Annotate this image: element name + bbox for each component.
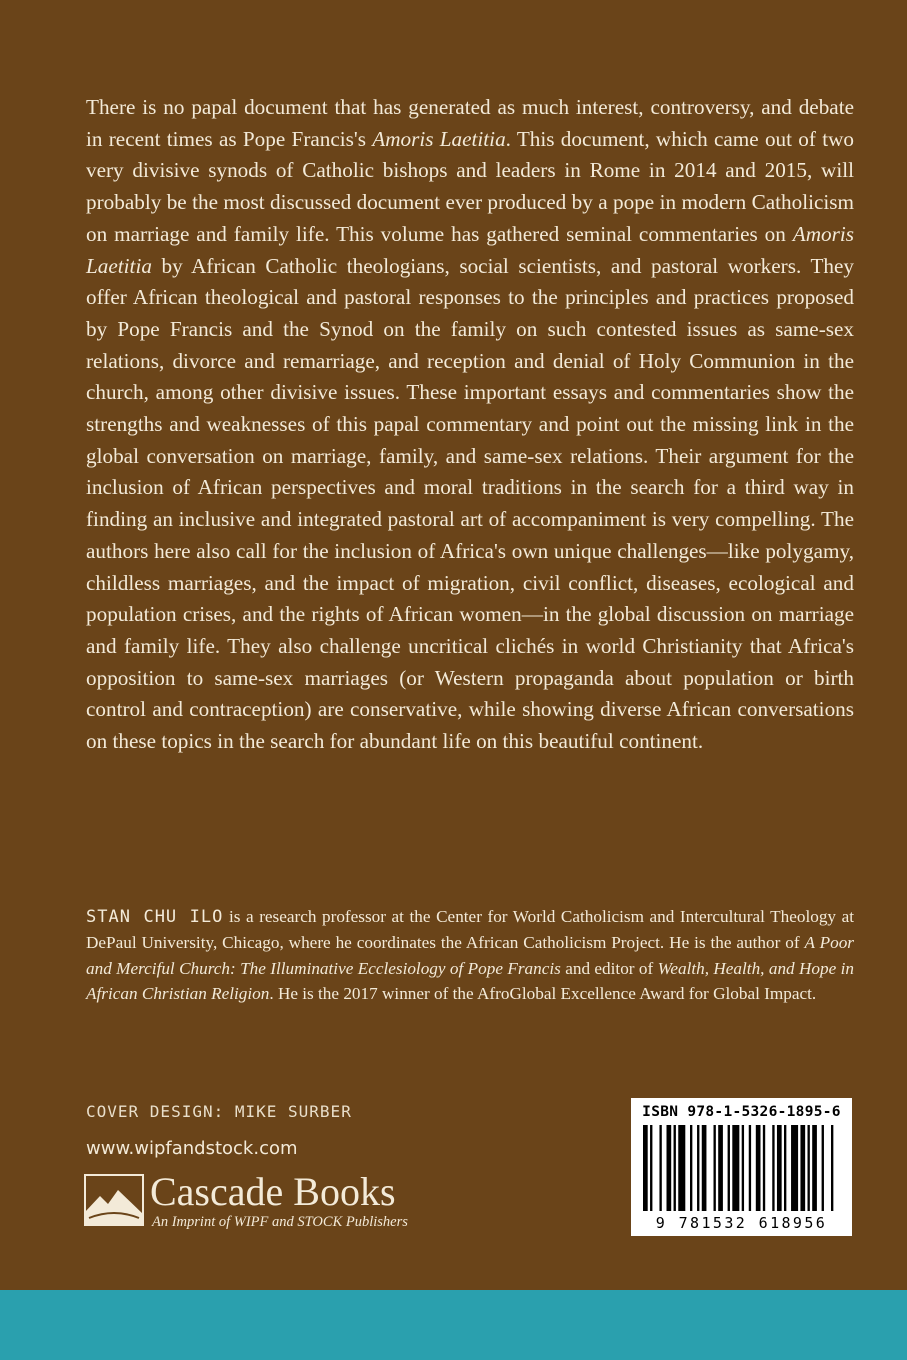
blurb-text-3: by African Catholic theologians, social scientists, and pastoral workers. They offer African theological and pastoral responses to the principles and practices proposed by Pope Francis and the Synod on the family on such contested issues as same-sex relations, divorce and remarriage, and reception and denial of Holy Communion in the church, among other divisive issues. These important essays and commentaries show the strengths and weaknesses of this papal commentary and point out the missing link in the global conversation on marriage, family, and same-sex relations. Their argument for the inclusion of African perspectives and moral traditions in the search for a third way in finding an inclusive and integrated pastoral art of accompaniment is very compelling. The authors here also call for the inclusion of Africa's own unique challenges—like polygamy, childless marriages, and the impact of migration, civil conflict, diseases, ecological and population crises, and the rights of African women—in the global discussion on marriage and family life. They also challenge uncritical clichés in world Christianity that Africa's opposition to same-sex marriages (or Western propaganda about population or birth control and contraception) are conservative, while showing diverse African conversations on these topics in the search for abundant life on this beautiful continent. xyxy=(86,253,854,754)
bio-book-2: Wealth, Health, and Hope in African Christian Religion xyxy=(86,958,854,1004)
isbn-barcode xyxy=(631,1098,852,1236)
back-cover-blurb xyxy=(86,92,854,758)
publisher-website[interactable]: www.wipfandstock.com xyxy=(86,1138,298,1159)
mountain-logo-icon xyxy=(84,1174,144,1226)
blurb-text-1: There is no papal document that has generated as much interest, controversy, and debate in recent times as Pope Francis's xyxy=(86,95,854,151)
barcode-icon xyxy=(639,1125,844,1213)
barcode-digits: 9 781532 618956 xyxy=(655,1214,828,1232)
publisher-logo xyxy=(84,1168,484,1238)
publisher-imprint: An Imprint of WIPF and STOCK Publishers xyxy=(152,1214,408,1230)
publisher-name: Cascade Books xyxy=(150,1169,396,1214)
isbn-label: ISBN 978-1-5326-1895-6 xyxy=(642,1104,841,1120)
blurb-text-2: . This document, which came out of two very divisive synods of Catholic bishops and leaders in Rome in 2014 and 2015, will probably be the most discussed document ever produced by a pope in modern Catholicism on marriage and family life. This volume has gathered seminal commentaries on xyxy=(86,126,855,246)
author-bio xyxy=(86,904,854,1007)
bio-text-1: is a research professor at the Center for World Catholicism and Intercultural Theology at DePaul University, Chicago, where he coordinates the African Catholicism Project. He is the author of xyxy=(86,907,854,953)
author-name: STAN CHU ILO xyxy=(86,907,224,927)
bio-text-3: . He is the 2017 winner of the AfroGlobal Excellence Award for Global Impact. xyxy=(269,984,817,1004)
bio-text-2: and editor of xyxy=(560,958,658,978)
blurb-book-title-1: Amoris Laetitia xyxy=(372,126,506,151)
bio-book-1: A Poor and Merciful Church: The Illuminative Ecclesiology of Pope Francis xyxy=(86,933,854,978)
blurb-book-title-2: Amoris Laetitia xyxy=(86,221,854,278)
bottom-color-band xyxy=(0,1290,907,1360)
cover-design-credit: COVER DESIGN: MIKE SURBER xyxy=(86,1102,352,1121)
